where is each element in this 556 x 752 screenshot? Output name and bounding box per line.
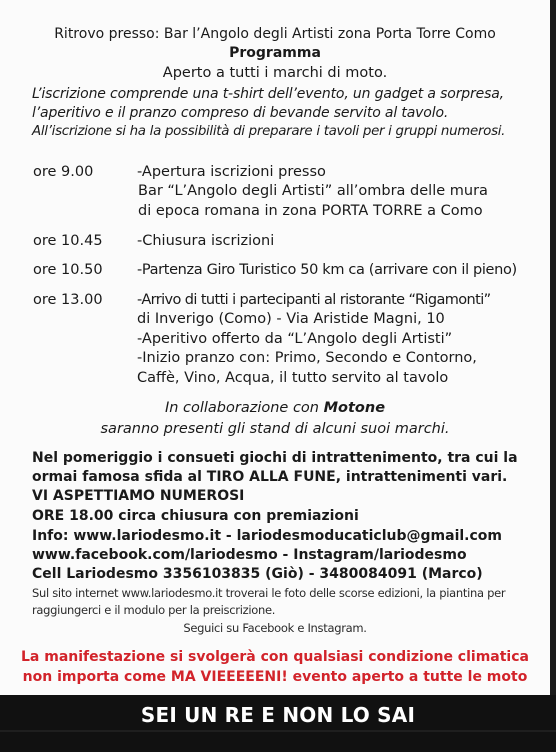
schedule-line: -Arrivo di tutti i partecipanti al ristorante “Rigamonti” <box>137 292 491 308</box>
social-links: www.facebook.com/lariodesmo - Instagram/lariodesmo <box>32 547 467 563</box>
afternoon-games: Nel pomeriggio i consueti giochi di intrattenimento, tra cui la <box>32 450 518 466</box>
intro-line: All’iscrizione si ha la possibilità di preparare i tavoli per i gruppi numerosi. <box>32 124 506 139</box>
info-contacts: Info: www.lariodesmo.it - lariodesmoducaticlub@gmail.com <box>32 528 502 544</box>
website-note: raggiungerci e il modulo per la preiscrizione. <box>32 603 276 617</box>
collaboration-line <box>0 400 550 416</box>
schedule-line: Caffè, Vino, Acqua, il tutto servito al tavolo <box>137 370 449 386</box>
follow-us: Seguici su Facebook e Instagram. <box>183 621 367 635</box>
intro-line: L’iscrizione comprende una t-shirt dell’evento, un gadget a sorpresa, <box>32 86 504 102</box>
open-to-all: Aperto a tutti i marchi di moto. <box>162 65 388 81</box>
schedule-line: -Partenza Giro Turistico 50 km ca (arrivare con il pieno) <box>137 262 517 278</box>
slogan-banner: SEI UN RE E NON LO SAI <box>140 703 416 727</box>
open-event-notice: non importa come MA VIEEEEENI! evento aperto a tutte le moto <box>22 669 528 685</box>
schedule-line: -Chiusura iscrizioni <box>137 233 275 249</box>
intro-line: l’aperitivo e il pranzo compreso di bevande servito al tavolo. <box>32 105 449 121</box>
schedule-time: ore 13.00 <box>33 292 103 308</box>
phone-numbers: Cell Lariodesmo 3356103835 (Giò) - 3480084091 (Marco) <box>32 566 483 582</box>
tug-of-war: ormai famosa sfida al TIRO ALLA FUNE, intrattenimenti vari. <box>32 469 508 485</box>
stands-line: saranno presenti gli stand di alcuni suoi marchi. <box>100 421 450 437</box>
programma-heading: Programma <box>229 45 321 61</box>
partner-brand: Motone <box>323 400 386 416</box>
schedule-line: -Apertura iscrizioni presso <box>137 164 326 180</box>
schedule-line: -Inizio pranzo con: Primo, Secondo e Contorno, <box>137 350 477 366</box>
schedule-time: ore 10.50 <box>33 262 103 278</box>
website-note: Sul sito internet www.lariodesmo.it troverai le foto delle scorse edizioni, la piantina per <box>32 586 506 600</box>
meeting-point: Ritrovo presso: Bar l’Angolo degli Artisti zona Porta Torre Como <box>54 26 496 42</box>
we-await-you: VI ASPETTIAMO NUMEROSI <box>32 488 245 504</box>
schedule-line: di Inverigo (Como) - Via Aristide Magni, 10 <box>137 311 445 327</box>
banner-divider <box>0 730 556 732</box>
schedule-time: ore 10.45 <box>33 233 103 249</box>
schedule-line: di epoca romana in zona PORTA TORRE a Como <box>138 203 483 219</box>
collaboration-prefix: In collaborazione con <box>164 400 324 416</box>
schedule-line: Bar “L’Angolo degli Artisti” all’ombra delle mura <box>138 183 488 199</box>
schedule-line: -Aperitivo offerto da “L’Angolo degli Artisti” <box>137 331 453 347</box>
awards-time: ORE 18.00 circa chiusura con premiazioni <box>32 508 359 524</box>
weather-notice: La manifestazione si svolgerà con qualsiasi condizione climatica <box>21 649 529 665</box>
schedule-time: ore 9.00 <box>33 164 94 180</box>
